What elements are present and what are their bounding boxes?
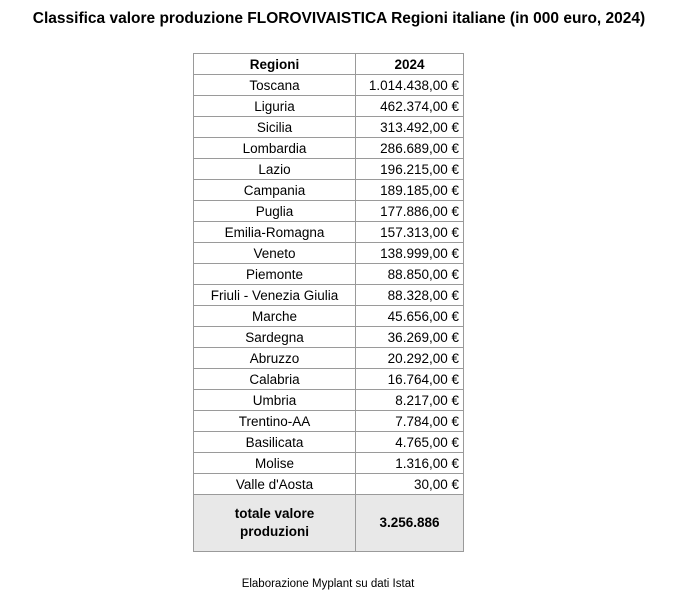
- table-row: [194, 117, 464, 138]
- table-row: [194, 474, 464, 495]
- value-cell: 8.217,00 €: [356, 390, 464, 411]
- page-title: Classifica valore produzione FLOROVIVAISTICA Regioni italiane (in 000 euro, 2024): [32, 10, 646, 27]
- production-table: [193, 53, 464, 552]
- region-cell: Trentino-AA: [194, 411, 356, 432]
- value-cell: 1.014.438,00 €: [356, 75, 464, 96]
- region-cell: Friuli - Venezia Giulia: [194, 285, 356, 306]
- region-cell: Puglia: [194, 201, 356, 222]
- region-cell: Piemonte: [194, 264, 356, 285]
- value-cell: 1.316,00 €: [356, 453, 464, 474]
- region-cell: Basilicata: [194, 432, 356, 453]
- value-cell: 45.656,00 €: [356, 306, 464, 327]
- value-cell: 88.850,00 €: [356, 264, 464, 285]
- table-row: [194, 264, 464, 285]
- table-row: [194, 159, 464, 180]
- value-cell: 20.292,00 €: [356, 348, 464, 369]
- region-cell: Calabria: [194, 369, 356, 390]
- value-cell: 138.999,00 €: [356, 243, 464, 264]
- table-row: [194, 453, 464, 474]
- total-row: [194, 495, 464, 552]
- value-cell: 189.185,00 €: [356, 180, 464, 201]
- region-cell: Emilia-Romagna: [194, 222, 356, 243]
- region-cell: Campania: [194, 180, 356, 201]
- region-cell: Liguria: [194, 96, 356, 117]
- region-cell: Marche: [194, 306, 356, 327]
- table-header-row: [194, 54, 464, 75]
- table-row: [194, 180, 464, 201]
- value-cell: 7.784,00 €: [356, 411, 464, 432]
- region-cell: Sardegna: [194, 327, 356, 348]
- table-row: [194, 411, 464, 432]
- column-header-regions: Regioni: [194, 54, 356, 75]
- table-row: [194, 75, 464, 96]
- region-cell: Valle d'Aosta: [194, 474, 356, 495]
- region-cell: Lombardia: [194, 138, 356, 159]
- total-label-line1: totale valore: [234, 506, 315, 521]
- region-cell: Abruzzo: [194, 348, 356, 369]
- region-cell: Molise: [194, 453, 356, 474]
- table-row: [194, 432, 464, 453]
- value-cell: 286.689,00 €: [356, 138, 464, 159]
- value-cell: 157.313,00 €: [356, 222, 464, 243]
- table-row: [194, 390, 464, 411]
- value-cell: 313.492,00 €: [356, 117, 464, 138]
- table-row: [194, 96, 464, 117]
- total-label-cell: [194, 495, 356, 552]
- column-header-year: 2024: [356, 54, 464, 75]
- value-cell: 462.374,00 €: [356, 96, 464, 117]
- region-cell: Toscana: [194, 75, 356, 96]
- value-cell: 4.765,00 €: [356, 432, 464, 453]
- value-cell: 16.764,00 €: [356, 369, 464, 390]
- table-body: [194, 75, 464, 552]
- value-cell: 88.328,00 €: [356, 285, 464, 306]
- value-cell: 36.269,00 €: [356, 327, 464, 348]
- table-row: [194, 201, 464, 222]
- table-row: [194, 138, 464, 159]
- value-cell: 177.886,00 €: [356, 201, 464, 222]
- table-row: [194, 348, 464, 369]
- table-row: [194, 306, 464, 327]
- table-row: [194, 222, 464, 243]
- region-cell: Lazio: [194, 159, 356, 180]
- table-row: [194, 327, 464, 348]
- total-label-line2: produzioni: [240, 524, 309, 539]
- table-row: [194, 369, 464, 390]
- table-row: [194, 285, 464, 306]
- region-cell: Veneto: [194, 243, 356, 264]
- region-cell: Sicilia: [194, 117, 356, 138]
- value-cell: 30,00 €: [356, 474, 464, 495]
- table-row: [194, 243, 464, 264]
- region-cell: Umbria: [194, 390, 356, 411]
- total-value-cell: 3.256.886: [356, 495, 464, 552]
- source-caption: Elaborazione Myplant su dati Istat: [241, 578, 415, 590]
- value-cell: 196.215,00 €: [356, 159, 464, 180]
